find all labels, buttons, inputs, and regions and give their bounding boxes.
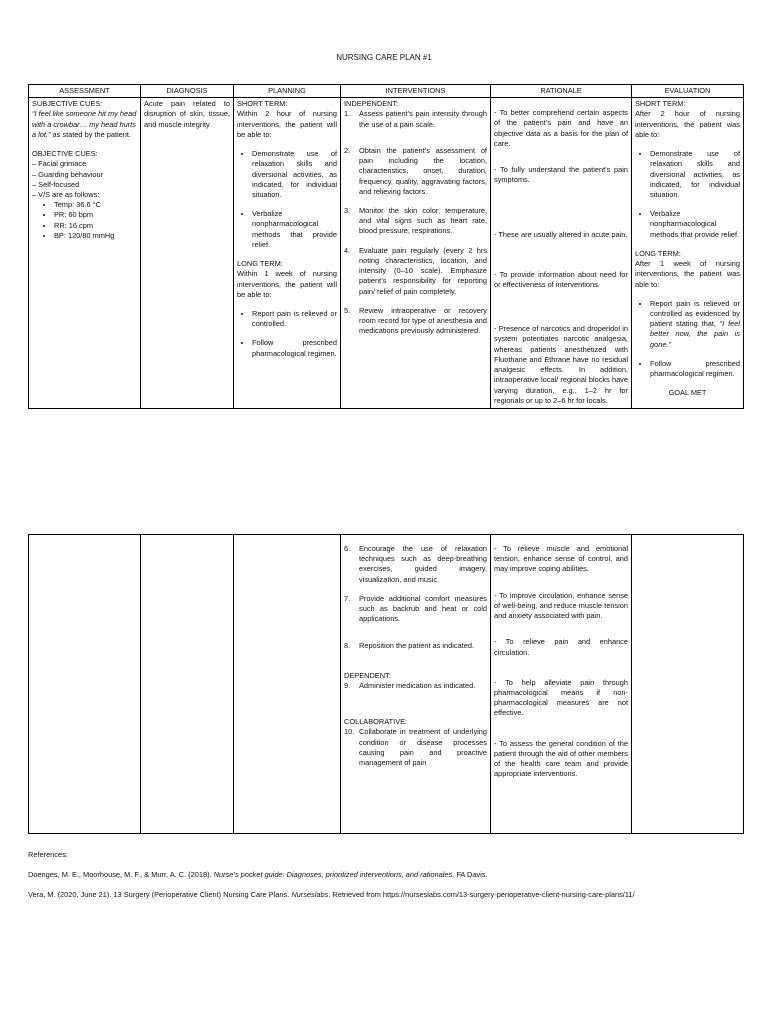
evaluation-long-goals: [635, 299, 740, 380]
list-item: • Follow prescribed pharmacological regimen.: [650, 359, 740, 379]
vital-sign: • Temp: 36.6 °C: [54, 200, 137, 210]
independent-label: INDEPENDENT:: [344, 99, 399, 109]
rationale-cell: [491, 535, 632, 834]
interventions-cell: [341, 535, 491, 834]
planning-short-intro: Within 2 hour of nursing interventions, the patient will be able to:: [237, 109, 337, 139]
list-item: 9. Administer medication as indicated.: [344, 680, 476, 690]
header-assessment: ASSESSMENT: [29, 85, 141, 98]
rationale-item: - Presence of narcotics and droperidol in system potentiates narcotic analgesia, whereas patients anesthetized with Fluothane and Ethrane have no residual analgesic effects. In addition, intraoperative local/ regional blocks have varying duration, e.g., 1–2 hr for regionals or up to 2–6 hr for locals.: [494, 324, 628, 405]
header-evaluation: EVALUATION: [632, 85, 744, 98]
dependent-label: DEPENDENT:: [344, 670, 391, 680]
evaluation-cell: [632, 98, 744, 409]
planning-short-label: SHORT TERM:: [237, 99, 288, 109]
evaluation-short-intro: After 2 hour of nursing interventions, the patient was able to:: [635, 109, 740, 139]
list-item: 8. Reposition the patient as indicated.: [344, 640, 475, 650]
list-item: 5. Review intraoperative or recovery room record for type of anesthesia and medications previously administered.: [344, 305, 487, 336]
subjective-label: SUBJECTIVE CUES:: [32, 99, 103, 109]
rationale-cell: [491, 98, 632, 409]
rationale-item: - To relieve pain and enhance circulation.: [494, 637, 628, 657]
vital-signs-list: [32, 200, 137, 241]
evaluation-short-goals: [635, 149, 740, 240]
list-item: 1. Assess patient’s pain intensity through the use of a pain scale.: [344, 109, 487, 129]
rationale-item: - To fully understand the patient’s pain symptoms.: [494, 165, 628, 185]
rationale-item: - These are usually altered in acute pain.: [494, 229, 628, 239]
rationale-item: - To improve circulation, enhance sense of well-being, and reduce muscle tension and anxiety associated with pain.: [494, 590, 628, 621]
objective-list: [32, 159, 137, 200]
table-row: [29, 535, 744, 834]
interventions-cell: [341, 98, 491, 409]
evaluation-long-label: LONG TERM:: [635, 248, 681, 258]
assessment-cell-empty: [29, 535, 141, 834]
list-item: 4. Evaluate pain regularly (every 2 hrs noting characteristics, location, and intensity (0–10 scale). Emphasize patient’s responsibility for reporting pain/ relief of pain completely.: [344, 245, 487, 296]
header-interventions: INTERVENTIONS: [341, 85, 491, 98]
references-label: References:: [28, 850, 68, 859]
list-item: • Verbalize nonpharmacological methods that provide relief.: [252, 209, 337, 250]
evaluation-short-label: SHORT TERM:: [635, 99, 686, 109]
header-diagnosis: DIAGNOSIS: [141, 85, 234, 98]
page-title: NURSING CARE PLAN #1: [336, 53, 432, 62]
patient-quote: “I feel like someone hit my head with a crowbar… my head hurts a lot,”: [32, 109, 137, 139]
rationale-item: - To better comprehend certain aspects of the patient’s pain and have an objective data as a basis for the plan of care.: [494, 108, 628, 148]
table-row: [29, 98, 744, 409]
subjective-cue: “I feel like someone hit my head with a crowbar… my head hurts a lot,” as stated by the patient.: [32, 109, 137, 139]
list-item: 10. Collaborate in treatment of underlying condition or disease processes causing pain and proactive management of pain: [344, 727, 487, 768]
care-plan-table-page2: [28, 534, 744, 834]
evaluation-cell-empty: [632, 535, 744, 834]
goal-met-status: GOAL MET: [668, 388, 707, 398]
planning-long-goals: [237, 309, 337, 359]
planning-cell-empty: [234, 535, 341, 834]
table-header-row: [29, 85, 744, 98]
list-item: – Self-focused: [32, 179, 80, 189]
list-item: 6. Encourage the use of relaxation techniques such as deep-breathing exercises, guided imagery, visualization, and music.: [344, 544, 487, 584]
header-rationale: RATIONALE: [491, 85, 632, 98]
list-item: • Demonstrate use of relaxation skills and diversional activities, as indicated, for individual situation.: [252, 149, 337, 200]
planning-short-goals: [237, 149, 337, 250]
vital-sign: • RR: 16 cpm: [54, 221, 137, 231]
rationale-item: - To relieve muscle and emotional tension, enhance sense of control, and may improve coping abilities.: [494, 544, 628, 574]
diagnosis-cell-empty: [141, 535, 234, 834]
header-planning: PLANNING: [234, 85, 341, 98]
list-item: – Guarding behaviour: [32, 169, 104, 179]
list-item: • Report pain is relieved or controlled as evidenced by patient stating that, “I feel better now, the pain is gone.”: [650, 299, 740, 350]
list-item: • Report pain is relieved or controlled.: [252, 309, 337, 329]
list-item: • Follow prescribed pharmacological regimen.: [252, 338, 337, 358]
planning-long-label: LONG TERM:: [237, 259, 283, 269]
planning-cell: [234, 98, 341, 409]
reference-entry: Vera, M. (2020, June 21). 13 Surgery (Perioperative Client) Nursing Care Plans. Nurseslabs. Retrieved from https://nurseslabs.com/13-surgery-perioperative-client-nursing-care-plans/11/: [28, 890, 635, 900]
references-section: [28, 850, 743, 911]
diagnosis-cell: Acute pain related to disruption of skin, tissue, and muscle integrity: [141, 98, 234, 409]
assessment-cell: [29, 98, 141, 409]
reference-entry: Doenges, M. E., Moorhouse, M. F., & Murr, A. C. (2018). Nurse’s pocket guide: Diagnoses, prioritized interventions, and rationales. FA Davis.: [28, 870, 488, 880]
vital-sign: • PR: 60 bpm: [54, 210, 137, 220]
list-item: • Verbalize nonpharmacological methods that provide relief.: [650, 209, 740, 240]
list-item: • Demonstrate use of relaxation skills and diversional activities, as indicated, for individual situation.: [650, 149, 740, 200]
rationale-item: - To help alleviate pain through pharmacological means if non-pharmacological measures are not effective.: [494, 677, 628, 718]
rationale-item: - To provide information about need for or effectiveness of interventions.: [494, 269, 628, 289]
collaborative-label: COLLABORATIVE:: [344, 717, 408, 727]
list-item: 3. Monitor the skin color, temperature, and vital signs such as heart rate, blood pressure, respirations.: [344, 205, 487, 236]
vital-sign: • BP: 120/80 mmHg: [54, 231, 137, 241]
planning-long-intro: Within 1 week of nursing interventions, the patient will be able to:: [237, 269, 337, 299]
list-item: – Facial grimace: [32, 159, 87, 169]
care-plan-table-page1: [28, 84, 744, 409]
list-item: – V/S are as follows:: [32, 189, 100, 199]
list-item: 7. Provide additional comfort measures such as backrub and heat or cold applications.: [344, 593, 487, 624]
rationale-item: - To assess the general condition of the patient through the aid of other members of the health care team and provide appropriate interventions.: [494, 738, 628, 779]
evaluation-long-intro: After 1 week of nursing interventions, the patient was able to:: [635, 259, 740, 289]
list-item: 2. Obtain the patient’s assessment of pain including the location, characteristics, onset, duration, frequency, quality, aggravating factors, and relieving factors.: [344, 145, 487, 196]
objective-label: OBJECTIVE CUES:: [32, 149, 98, 159]
